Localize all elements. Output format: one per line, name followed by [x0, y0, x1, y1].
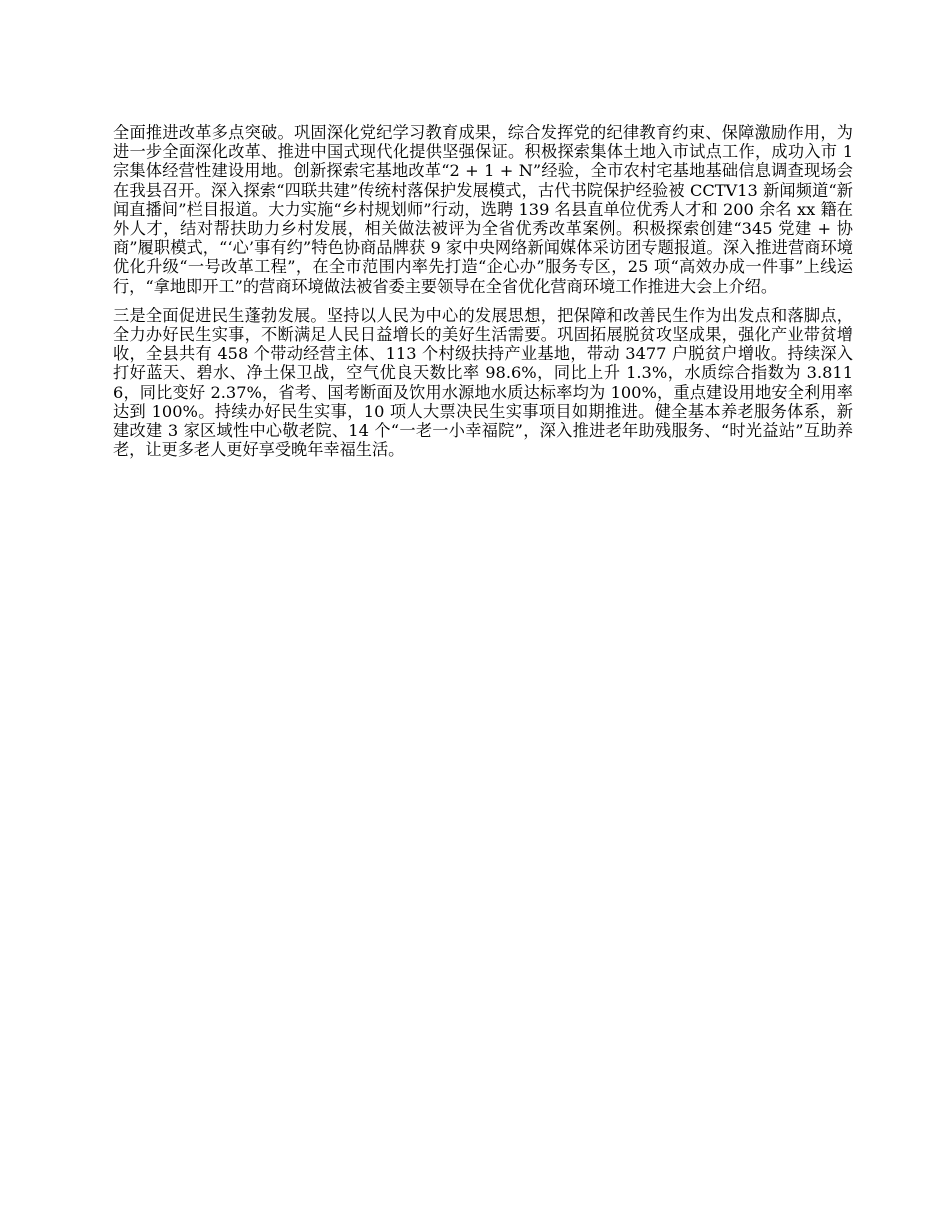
document-body [113, 123, 853, 469]
paragraph-reform: 全面推进改革多点突破。巩固深化党纪学习教育成果，综合发挥党的纪律教育约束、保障激励作用，为进一步全面深化改革、推进中国式现代化提供坚强保证。积极探索集体土地入市试点工作，成功入市 1 宗集体经营性建设用地。创新探索宅基地改革“2 + 1 + N”经验，全市农村宅基地基础信息调查现场会在我县召开。深入探索“四联共建”传统村落保护发展模式，古代书院保护经验被 CCTV13 新闻频道“新闻直播间”栏目报道。大力实施“乡村规划师”行动，选聘 139 名县直单位优秀人才和 200 余名 xx 籍在外人才，结对帮扶助力乡村发展，相关做法被评为全省优秀改革案例。积极探索创建“345 党建 + 协商”履职模式，“‘心’事有约”特色协商品牌获 9 家中央网络新闻媒体采访团专题报道。深入推进营商环境优化升级“一号改革工程”，在全市范围内率先打造“企心办”服务专区，25 项“高效办成一件事”上线运行，“拿地即开工”的营商环境做法被省委主要领导在全省优化营商环境工作推进大会上介绍。 [113, 123, 853, 296]
paragraph-livelihood: 三是全面促进民生蓬勃发展。坚持以人民为中心的发展思想，把保障和改善民生作为出发点和落脚点，全力办好民生实事，不断满足人民日益增长的美好生活需要。巩固拓展脱贫攻坚成果，强化产业带贫增收，全县共有 458 个带动经营主体、113 个村级扶持产业基地，带动 3477 户脱贫户增收。持续深入打好蓝天、碧水、净土保卫战，空气优良天数比率 98.6%，同比上升 1.3%，水质综合指数为 3.8116，同比变好 2.37%，省考、国考断面及饮用水源地水质达标率均为 100%，重点建设用地安全利用率达到 100%。持续办好民生实事，10 项人大票决民生实事项目如期推进。健全基本养老服务体系，新建改建 3 家区域性中心敬老院、14 个“一老一小幸福院”，深入推进老年助残服务、“时光益站”互助养老，让更多老人更好享受晚年幸福生活。 [113, 305, 853, 460]
